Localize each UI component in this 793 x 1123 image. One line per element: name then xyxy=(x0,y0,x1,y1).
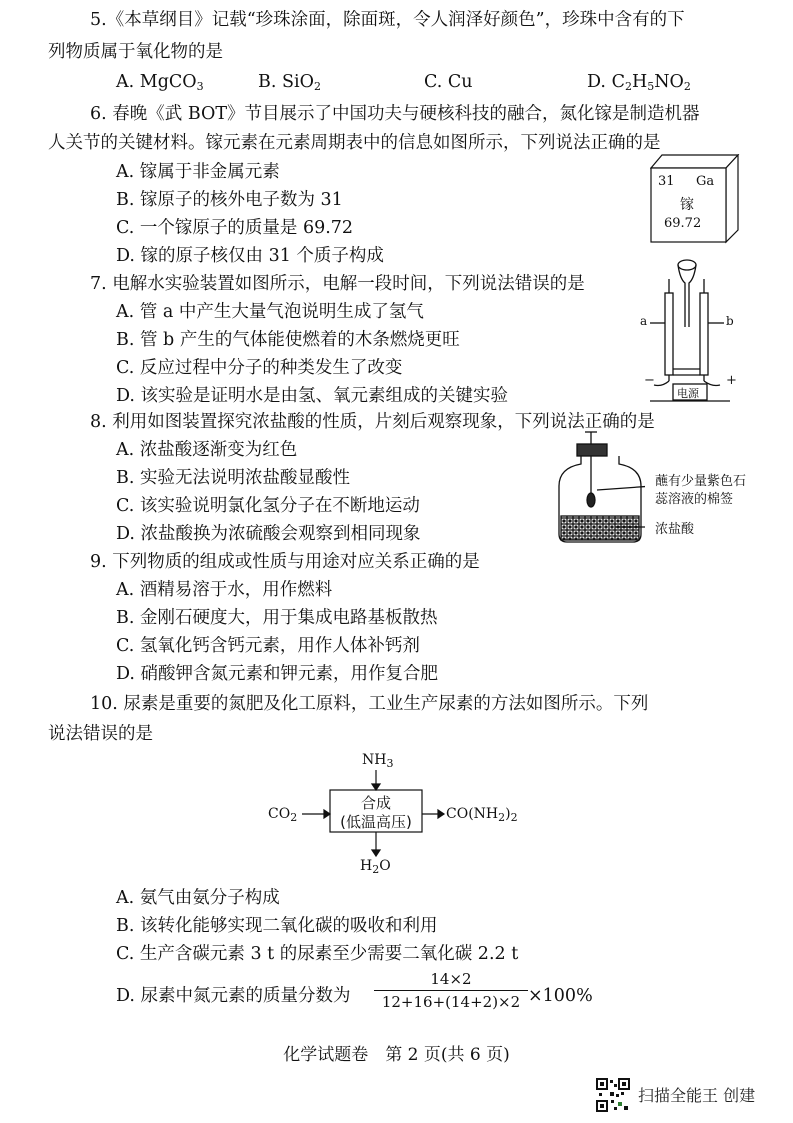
q8-option-c: C. 该实验说明氯化氢分子在不断地运动 xyxy=(116,496,420,516)
negative-terminal: − xyxy=(644,373,655,388)
q6-option-a: A. 镓属于非金属元素 xyxy=(116,162,280,182)
hcl-label: 浓盐酸 xyxy=(655,522,695,537)
cotton-swab-label-line2: 蕊溶液的棉签 xyxy=(655,492,734,507)
synthesis-box-line1: 合成 xyxy=(360,794,391,812)
q8-option-d: D. 浓盐酸换为浓硫酸会观察到相同现象 xyxy=(116,524,421,544)
cell-name: 镓 xyxy=(680,197,694,213)
q8-option-a: A. 浓盐酸逐渐变为红色 xyxy=(116,440,298,460)
cell-atomic-mass: 69.72 xyxy=(664,216,702,231)
q6-option-d: D. 镓的原子核仅由 31 个质子构成 xyxy=(116,246,384,266)
scanner-watermark xyxy=(596,1077,786,1113)
q6-option-c: C. 一个镓原子的质量是 69.72 xyxy=(116,218,354,238)
q10-option-c: C. 生产含碳元素 3 t 的尿素至少需要二氧化碳 2.2 t xyxy=(116,944,519,964)
q6-stem-line2: 人关节的关键材料。镓元素在元素周期表中的信息如图所示，下列说法正确的是 xyxy=(48,133,661,153)
q10-stem-line1: 10. 尿素是重要的氮肥及化工原料，工业生产尿素的方法如图所示。下列 xyxy=(90,694,649,714)
q7-option-b: B. 管 b 产生的气体能使燃着的木条燃烧更旺 xyxy=(116,330,460,350)
q7-option-c: C. 反应过程中分子的种类发生了改变 xyxy=(116,358,403,378)
q5-stem-line1: 5.《本草纲目》记载“珍珠涂面，除面斑，令人润泽好颜色”，珍珠中含有的下 xyxy=(90,10,685,30)
q6-stem-line1: 6. 春晚《武 BOT》节目展示了中国功夫与硬核科技的融合，氮化镓是制造机器 xyxy=(90,104,700,124)
q10-option-d-prefix: D. 尿素中氮元素的质量分数为 xyxy=(116,986,351,1006)
q8-stem: 8. 利用如图装置探究浓盐酸的性质，片刻后观察现象，下列说法正确的是 xyxy=(90,412,655,432)
h2o-output: $H_2O$ xyxy=(360,858,391,876)
q5-option-b: B. SiO$_2$ xyxy=(258,72,321,93)
cell-symbol: Ga xyxy=(696,174,715,189)
power-source-label: 电源 xyxy=(677,387,699,400)
q10-option-a: A. 氨气由氨分子构成 xyxy=(116,888,280,908)
q9-option-a: A. 酒精易溶于水，用作燃料 xyxy=(116,580,333,600)
q5-option-d: D. $C_2H_5NO_2$ xyxy=(587,72,691,93)
q5-stem-line2: 列物质属于氧化物的是 xyxy=(48,42,223,62)
q9-option-d: D. 硝酸钾含氮元素和钾元素，用作复合肥 xyxy=(116,664,439,684)
electrolysis-apparatus xyxy=(640,257,750,405)
q5-option-a: A. MgCO$_3$ xyxy=(116,72,204,93)
q10-option-d-suffix: ×100% xyxy=(528,986,593,1006)
tube-a-label: a xyxy=(640,314,648,328)
q6-option-b: B. 镓原子的核外电子数为 31 xyxy=(116,190,343,210)
gallium-element-cell xyxy=(650,154,740,244)
q7-option-d: D. 该实验是证明水是由氢、氧元素组成的关键实验 xyxy=(116,386,509,406)
qr-code-icon xyxy=(596,1078,630,1112)
mass-fraction-formula xyxy=(374,970,528,1012)
q5-option-c: C. Cu xyxy=(424,72,473,92)
cotton-swab-label-line1: 蘸有少量紫色石 xyxy=(655,474,747,489)
q8-option-b: B. 实验无法说明浓盐酸显酸性 xyxy=(116,468,350,488)
q7-option-a: A. 管 a 中产生大量气泡说明生成了氢气 xyxy=(116,302,424,322)
nh3-input: $NH_3$ xyxy=(362,752,394,770)
q10-stem-line2: 说法错误的是 xyxy=(48,724,153,744)
cell-atomic-number: 31 xyxy=(658,174,675,189)
urea-output: $CO(NH_2)_2$ xyxy=(446,806,518,824)
fraction-numerator: 14×2 xyxy=(430,970,472,988)
q7-stem: 7. 电解水实验装置如图所示，电解一段时间，下列说法错误的是 xyxy=(90,274,585,294)
tube-b-label: b xyxy=(726,314,734,328)
fraction-bar xyxy=(374,990,528,991)
hcl-bottle-apparatus xyxy=(555,428,785,546)
q9-option-c: C. 氢氧化钙含钙元素，用作人体补钙剂 xyxy=(116,636,420,656)
synthesis-box-line2: (低温高压) xyxy=(340,813,412,831)
q9-option-b: B. 金刚石硬度大，用于集成电路基板散热 xyxy=(116,608,438,628)
q10-option-b: B. 该转化能够实现二氧化碳的吸收和利用 xyxy=(116,916,438,936)
watermark-text: 扫描全能王 创建 xyxy=(638,1086,756,1105)
urea-process-diagram xyxy=(262,748,562,880)
co2-input: $CO_2$ xyxy=(268,806,298,824)
q9-stem: 9. 下列物质的组成或性质与用途对应关系正确的是 xyxy=(90,552,480,572)
positive-terminal: + xyxy=(726,373,737,388)
fraction-denominator: 12+16+(14+2)×2 xyxy=(381,993,521,1011)
page-footer: 化学试题卷 第 2 页(共 6 页) xyxy=(283,1045,510,1065)
